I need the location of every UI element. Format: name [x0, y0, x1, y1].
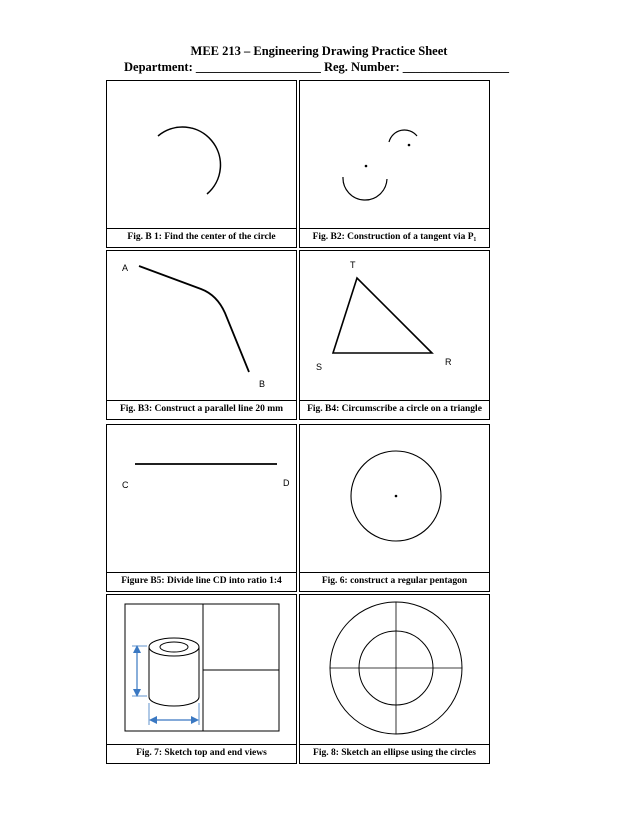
figure-b4-panel [299, 250, 490, 420]
label-a: A [122, 263, 129, 273]
figure-b5-caption: Figure B5: Divide line CD into ratio 1:4 [107, 572, 296, 591]
figure-b4-caption: Fig. B4: Circumscribe a circle on a triangle [300, 400, 489, 419]
figure-7-panel [106, 594, 297, 764]
bent-line-drawing [107, 251, 298, 421]
label-b: B [259, 379, 266, 389]
line-cd-drawing [107, 425, 298, 593]
concentric-circles-drawing [300, 595, 491, 765]
figure-6-caption: Fig. 6: construct a regular pentagon [300, 572, 489, 591]
orthographic-drawing [107, 595, 298, 765]
label-c: C [122, 480, 129, 490]
label-r: R [445, 357, 452, 367]
label-s: S [316, 362, 323, 372]
figure-b3-panel [106, 250, 297, 420]
figure-b1-panel [106, 80, 297, 248]
figure-7-caption: Fig. 7: Sketch top and end views [107, 744, 296, 763]
circle-drawing [300, 425, 491, 593]
triangle-drawing [300, 251, 491, 421]
figure-b5-panel [106, 424, 297, 592]
figure-b2-panel [299, 80, 490, 248]
sheet-title: MEE 213 – Engineering Drawing Practice Sheet [190, 44, 448, 58]
label-t: T [350, 260, 356, 270]
figure-8-panel [299, 594, 490, 764]
figure-b3-caption: Fig. B3: Construct a parallel line 20 mm [107, 400, 296, 419]
figure-b1-caption: Fig. B 1: Find the center of the circle [107, 228, 296, 247]
arc-drawing [107, 81, 298, 249]
label-d: D [283, 478, 290, 488]
figure-8-caption: Fig. 8: Sketch an ellipse using the circles [300, 744, 489, 763]
figure-6-panel [299, 424, 490, 592]
tangent-drawing [300, 81, 491, 249]
department-reg-line: Department: ____________________ Reg. Number: _________________ [124, 60, 510, 74]
figure-b2-caption: Fig. B2: Construction of a tangent via P₁ [300, 228, 489, 247]
